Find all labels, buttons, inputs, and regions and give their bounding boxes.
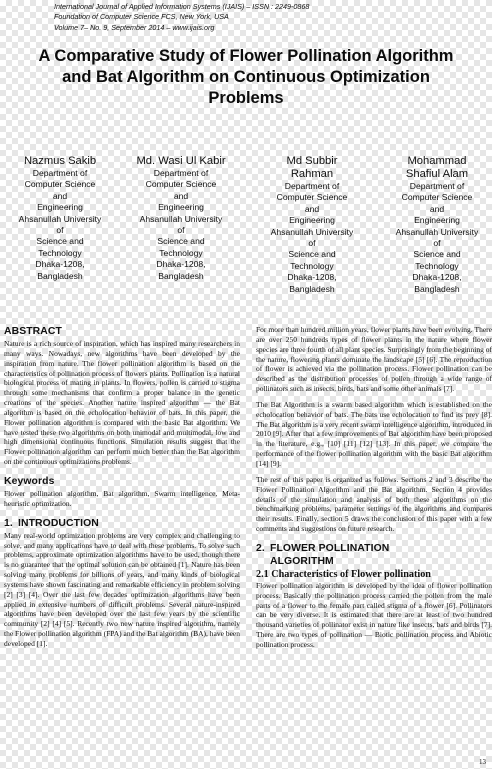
keywords-heading: Keywords: [4, 475, 55, 487]
author-affiliation: Department of Computer Science and Engineering Ahsanullah University of Science and Technology Dhaka-1208, Bangladesh: [18, 168, 102, 281]
section-title-line-2: ALGORITHM: [270, 555, 334, 567]
right-column: [256, 325, 492, 650]
subsection-2-1-heading: 2.1 Characteristics of Flower pollination: [256, 568, 431, 580]
abstract-text: Nature is a rich source of inspiration, which has inspired many researchers in many ways. Nowadays, new algorithms have been developed by the inspiration from nature. The flower pollination algorithm is based on the characteristics of pollination process of flowers plants. Pollination is a natural biological process of mating in plants. In flowers, pollen is carried to stigma through some mechanisms that confirm a proper balance in the genetic creations of the species. Another nature inspired algorithm — the Bat algorithm is based on the echolocation behavior of bats. In this paper, the Flower pollination algorithm is compared with the basic Bat algorithm. We have tested these two algorithms on both unimodal and multimodal, low and high dimensional continuous functions. Simulation results suggest that the Flower pollination algorithm can perform much better than the Bat algorithm on the continuous optimizations problems.: [4, 339, 240, 467]
abstract-heading: ABSTRACT: [4, 326, 62, 337]
journal-volume: Volume 7– No. 9, September 2014 – www.ijais.org: [54, 22, 215, 32]
page-number: 13: [479, 758, 486, 766]
author-affiliation: Department of Computer Science and Engineering Ahsanullah University of Science and Technology Dhaka-1208, Bangladesh: [270, 181, 354, 294]
author-affiliation: Department of Computer Science and Engineering Ahsanullah University of Science and Technology Dhaka-1208, Bangladesh: [395, 181, 479, 294]
paragraph-flower-plants: For more than hundred million years, flower plants have been evolving. There are over 250 hundreds types of flower plants in the nature where flower species are three fourth of all plant species. Surprisingly from the beginning of the nature, flowering plants dominate the landscape [5] [6]. The reproduction of flower is achieved via the pollination process. Flower pollination can be described as the distribution processes of pollen through a wide range of pollinators such as insects, birds, bats and some other animals [7].: [256, 325, 492, 394]
author-1: [2, 155, 118, 282]
author-4: [384, 155, 490, 295]
author-name: Nazmus Sakib: [23, 155, 97, 167]
author-3: [254, 155, 370, 295]
journal-header: [54, 2, 414, 33]
author-2: [122, 155, 240, 282]
title-line-1: A Comparative Study of Flower Pollination Algorithm: [38, 47, 454, 65]
introduction-heading: [4, 517, 240, 530]
section-title-line-1: FLOWER POLLINATION: [270, 542, 390, 554]
title-line-3: Problems: [208, 89, 284, 107]
paper-title: [8, 46, 484, 109]
section-number: 2.: [256, 542, 265, 554]
paragraph-flower-pollination: Flower pollination algorithm is developed by the idea of flower pollination process. Basically the pollination process carried the pollen from the male parts of a flower to the female part called stigma of a flower [6]. Pollinators can be very diverse. It is estimated that there are at least of two hundred thousand varieties of pollinator exist in nature like insects, bats and birds [7]. There are two types of pollination — Biotic pollination process and Abiotic pollination process.: [256, 580, 492, 649]
paragraph-bat-algorithm: The Bat Algorithm is a swarm based algorithm which is established on the echolocation behavior of bats. The bats use echolocation to find its prey [8]. The Bat algorithm is a very recent swarm intelligence algorithm, introduced in 2010 [9]. After that a few improvements of Bat algorithm have been proposed in the literature, e.g., [10] [11] [12] [13]. In this paper, we compare the performance of the flower pollination algorithm with the basic Bat algorithm [14] [9].: [256, 399, 492, 468]
keywords-text: Flower pollination algorithm, Bat algorithm, Swarm intelligence, Meta-heuristic optimization.: [4, 488, 240, 508]
author-affiliation: Department of Computer Science and Engineering Ahsanullah University of Science and Technology Dhaka-1208, Bangladesh: [139, 168, 223, 281]
journal-name: International Journal of Applied Information Systems (IJAIS) – ISSN : 2249-0868: [54, 2, 310, 11]
paragraph-paper-organization: The rest of this paper is organized as follows. Sections 2 and 3 describe the Flower Pollination Algorithm and the Bat algorithm. Section 4 provides details of the simulation and analysis of both these algorithms on the benchmarking problems, parameter settings of the algorithms and compares their results. Finally, section 5 draws the conclusion of this paper with a few comments and suggestions on future research.: [256, 474, 492, 534]
introduction-text: Many real-world optimization problems are very complex and challenging to solve, and many applications have to deal with these problems. To solve such problems, approximate optimization algorithms have to be used, though there is no guarantee that the optimal solution can be obtained [1]. Nature has been solving many problems for billions of years, and many kinds of biological systems have shown fascinating and remarkable efficiency in problem solving [2] [3] [4]. Over the last few decades optimization algorithms have been applied in extensive numbers of difficult problems. Several nature-inspired algorithms have been developed over the last few years by the scientific community [2] [4] [5]. Recently two new nature inspired algorithm, namely the Flower pollination algorithm (FPA) and the Bat algorithm (BA), have been developed [1].: [4, 530, 240, 648]
author-name: Md. Wasi Ul Kabir: [136, 155, 226, 167]
author-name: Md Subbir: [286, 155, 338, 167]
section-title: INTRODUCTION: [18, 517, 99, 529]
journal-publisher: Foundation of Computer Science FCS, New York, USA: [54, 12, 229, 22]
author-name-line-2: Shafiul Alam: [405, 168, 469, 180]
author-name-line-2: Rahman: [290, 168, 334, 180]
section-2-heading: [256, 542, 492, 568]
left-column: [4, 325, 240, 649]
author-name: Mohammad: [407, 155, 467, 167]
title-line-2: and Bat Algorithm on Continuous Optimization: [62, 68, 430, 86]
section-number: 1.: [4, 517, 13, 529]
